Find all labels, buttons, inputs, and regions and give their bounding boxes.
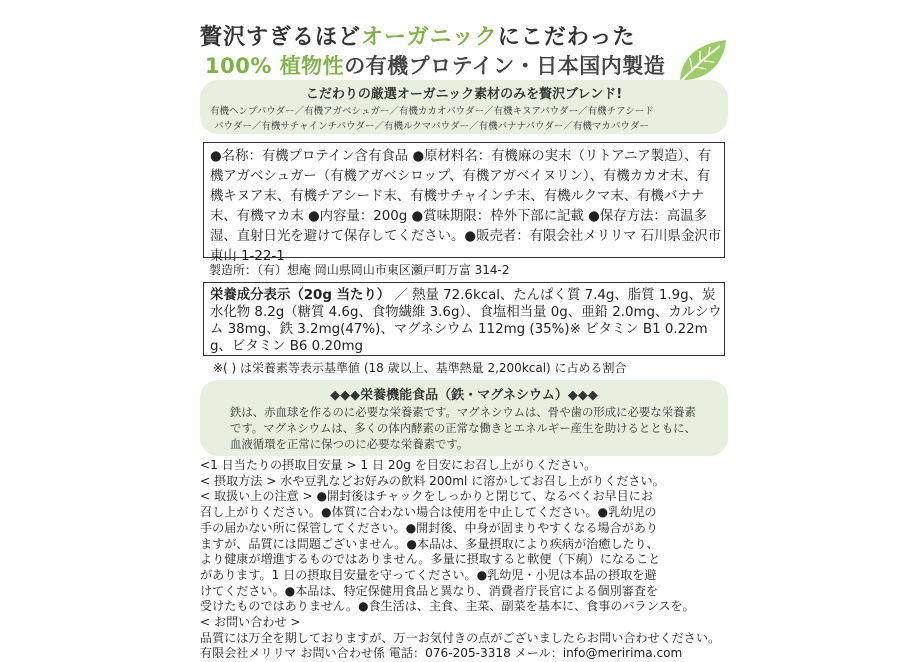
headline-organic: オーガニック [361, 25, 498, 50]
functional-text: 鉄は、赤血球を作るのに必要な栄養素です。マグネシウムは、骨や歯の形成に必要な栄養素です。マグネシウムは、多くの体内酵素の正常な働きとエネルギー産生を助けるとともに、血液循環を正常に保つのに必要な栄養素です。 [230, 405, 696, 451]
functional-food-box [200, 380, 728, 456]
organic-blend-box [200, 80, 728, 134]
caution-line: けてください。●本品は、特定保健用食品と異なり、消費者庁長官による個別審査を [200, 583, 659, 598]
headline-text-end: にこだわった [497, 25, 636, 50]
product-info-box [203, 142, 725, 264]
headline-line-1 [200, 20, 635, 51]
leaf-icon [676, 36, 730, 86]
nutrition-text [210, 287, 722, 355]
contact-heading: < お問い合わせ > [200, 615, 301, 630]
intake-method: < 摂取方法 > 水や豆乳などお好みの飲料 200ml に溶かしてお召し上がりください。 [200, 473, 665, 488]
contact-details: 有限会社メリリマ お問い合わせ係 電話：076-205-3318 メール：info@meririma.com [200, 646, 683, 661]
factory-info: 製造所：（有）想庵 岡山県岡山市東区瀬戸町万富 314-2 [209, 263, 510, 277]
headline-line-2 [205, 50, 665, 80]
nutrition-values: ／ 熱量 72.6kcal、たんぱく質 7.4g、脂質 1.9g、炭水化物 8.2g（糖質 4.6g、食物繊維 3.6g）、食塩相当量 0g、亜鉛 2.0mg、カルシウム 38mg、鉄 3.2mg(47%)、マグネシウム 112mg (35%)※ ビタミン B1 0.22mg、ビタミン B6 0.20mg [210, 288, 722, 354]
product-info-text: ●名称：有機プロテイン含有食品 ●原材料名：有機麻の実末（リトアニア製造）、有機アガベシュガー（有機アガベシロップ、有機アガベイヌリン）、有機カカオ末、有機キヌア末、有機チアシード末、有機サチャインチ末、有機ルクマ末、有機バナナ末、有機マカ末 ●内容量：200g ●賞味期限：枠外下部に記載 ●保存方法：高温多湿、直射日光を避けて保存してください。●販売者：有限会社メリリマ 石川県金沢市東山 1-22-1 [210, 149, 722, 264]
nutrition-label: 栄養成分表示（20g 当たり） [210, 288, 391, 303]
blend-ingredients-line-1: 有機ヘンプパウダー／有機アガベシュガー／有機カカオパウダー／有機キヌアパウダー／有機チアシード [210, 106, 654, 117]
nutrition-footnote: ※( ) は栄養素等表示基準値 (18 歳以上、基準熱量 2,200kcal) に占める割合 [213, 361, 627, 375]
caution-line: < 取扱い上の注意 > ●開封後はチャックをしっかりと閉じて、なるべくお早目にお [200, 489, 653, 504]
contact-text: 品質には万全を期しておりますが、万一お気付きの点がございましたらお問い合わせください。 [200, 630, 721, 645]
caution-line: ますが、品質には問題ございません。●本品は、多量摂取により疾病が治癒したり、 [200, 536, 659, 551]
blend-ingredients-line-2: パウダー／有機サチャインチパウダー／有機ルクマパウダー／有機バナナパウダー／有機マカパウダー [214, 121, 649, 132]
headline-protein: の有機プロテイン・日本国内製造 [344, 54, 666, 78]
caution-line: があります。1 日の摂取目安量を守ってください。●乳幼児・小児は本品の摂取を避 [200, 567, 657, 582]
blend-heading: こだわりの厳選オーガニック素材のみを贅沢ブレンド! [305, 87, 623, 102]
intake-section [200, 458, 730, 662]
functional-heading: ◆◆◆栄養機能食品（鉄・マグネシウム）◆◆◆ [330, 388, 598, 403]
headline-text: 贅沢すぎるほど [200, 25, 362, 50]
caution-line: より健康が増進するものではありません。多量に摂取すると軟便（下痢）になること [200, 552, 661, 567]
headline-plant-based: 100% 植物性 [205, 54, 345, 78]
intake-amount: <1 日当たりの摂取目安量 > 1 日 20g を目安にお召し上がりください。 [200, 458, 597, 472]
caution-line: 受けたものではありません。●食生活は、主食、主菜、副菜を基本に、食事のバランスを。 [200, 599, 695, 614]
caution-line: 召し上がりください。●体質に合わない場合は使用を中止してください。●乳幼児の [200, 505, 657, 520]
nutrition-box [203, 282, 725, 356]
caution-line: 手の届かない所に保管してください。●開封後、中身が固まりやすくなる場合があり [200, 520, 659, 535]
